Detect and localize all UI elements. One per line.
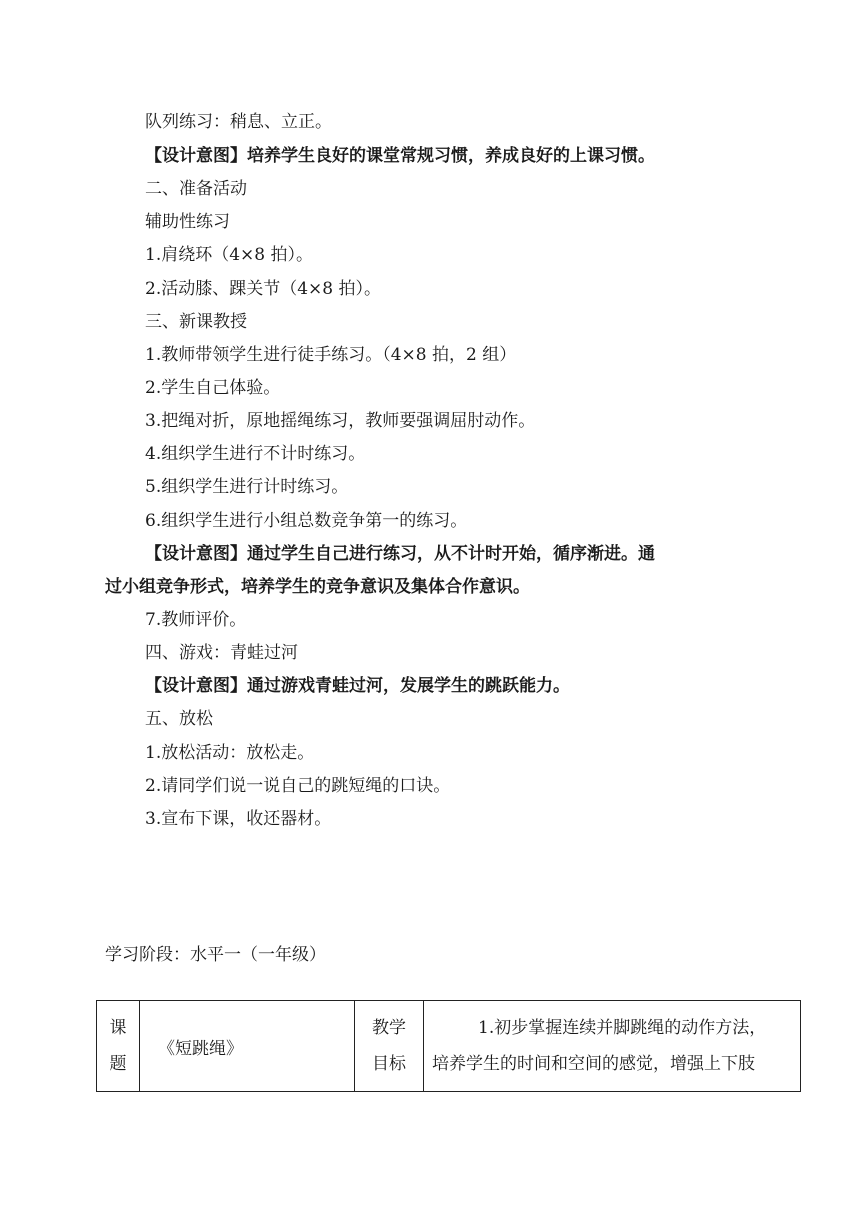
list-item: 1.教师带领学生进行徒手练习。（4×8 拍，2 组） bbox=[145, 345, 517, 365]
list-item: 5.组织学生进行计时练习。 bbox=[145, 477, 349, 497]
drill-line: 队列练习：稍息、立正。 bbox=[145, 112, 332, 132]
design-intent-2: 【设计意图】通过学生自己进行练习，从不计时开始，循序渐进。通 bbox=[145, 544, 655, 564]
learning-stage-label: 学习阶段：水平一（一年级） bbox=[105, 945, 326, 965]
list-item: 2.活动膝、踝关节（4×8 拍）。 bbox=[145, 279, 381, 299]
list-item: 7.教师评价。 bbox=[145, 610, 247, 630]
design-intent-3: 【设计意图】通过游戏青蛙过河，发展学生的跳跃能力。 bbox=[145, 676, 570, 696]
section-heading-game: 四、游戏：青蛙过河 bbox=[145, 643, 298, 663]
list-item: 2.请同学们说一说自己的跳短绳的口诀。 bbox=[145, 776, 451, 796]
list-item: 2.学生自己体验。 bbox=[145, 378, 281, 398]
topic-label-cell: 课 题 bbox=[97, 1001, 140, 1092]
aux-exercise-heading: 辅助性练习 bbox=[145, 212, 230, 232]
design-intent-2-cont: 过小组竞争形式，培养学生的竞争意识及集体合作意识。 bbox=[105, 577, 530, 597]
section-heading-new-lesson: 三、新课教授 bbox=[145, 312, 247, 332]
table-row bbox=[97, 1001, 801, 1092]
section-heading-relax: 五、放松 bbox=[145, 709, 213, 729]
design-intent-tag: 【设计意图】 bbox=[145, 146, 247, 166]
list-item: 3.把绳对折，原地摇绳练习，教师要强调屈肘动作。 bbox=[145, 411, 536, 431]
goal-text-cell: 1.初步掌握连续并脚跳绳的动作方法， 培养学生的时间和空间的感觉，增强上下肢 bbox=[424, 1001, 801, 1092]
lesson-info-table bbox=[96, 1000, 801, 1092]
list-item: 4.组织学生进行不计时练习。 bbox=[145, 444, 366, 464]
list-item: 3.宣布下课，收还器材。 bbox=[145, 809, 332, 829]
design-intent-tag: 【设计意图】 bbox=[145, 676, 247, 696]
list-item: 1.肩绕环（4×8 拍）。 bbox=[145, 245, 313, 265]
design-intent-tag: 【设计意图】 bbox=[145, 544, 247, 564]
topic-value-cell: 《短跳绳》 bbox=[140, 1001, 355, 1092]
design-intent-1: 【设计意图】培养学生良好的课堂常规习惯，养成良好的上课习惯。 bbox=[145, 146, 655, 166]
list-item: 1.放松活动：放松走。 bbox=[145, 743, 315, 763]
list-item: 6.组织学生进行小组总数竞争第一的练习。 bbox=[145, 511, 468, 531]
section-heading-warmup: 二、准备活动 bbox=[145, 179, 247, 199]
goal-label-cell: 教学 目标 bbox=[355, 1001, 424, 1092]
